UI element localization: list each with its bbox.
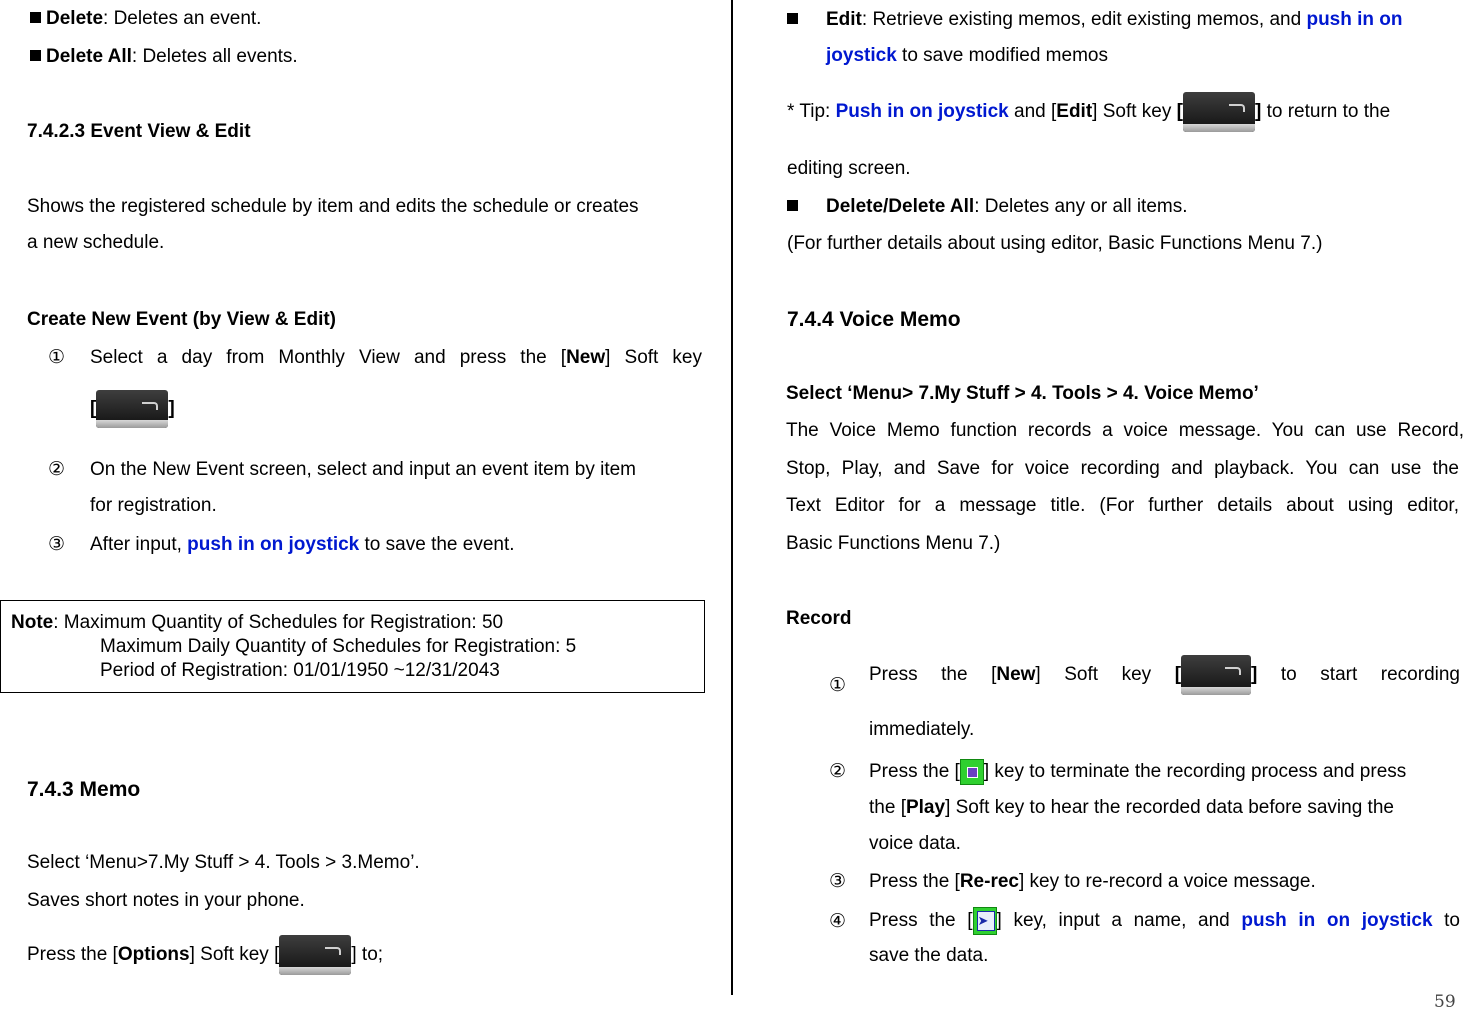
vm-desc-line-1: The Voice Memo function records a voice message. You can use Record,	[786, 420, 1464, 441]
step-3-number: ③	[48, 534, 66, 555]
memo-select-path: Select ‘Menu>7.My Stuff > 4. Tools > 3.Memo’.	[27, 852, 420, 873]
intro-line-2: a new schedule.	[27, 232, 165, 253]
heading-create-new-event: Create New Event (by View & Edit)	[27, 309, 337, 330]
edit-line-1: Edit: Retrieve existing memos, edit existing memos, and push in on	[826, 9, 1403, 30]
note-line-3: Period of Registration: 01/01/1950 ~12/31/2043	[100, 660, 500, 681]
step-2-line-2: for registration.	[90, 495, 217, 516]
new-soft-key-icon	[1181, 655, 1251, 695]
options-soft-key-icon	[279, 935, 351, 975]
record-step-2-line-2: the [Play] Soft key to hear the recorded data before saving the	[869, 797, 1394, 818]
memo-options-line: Press the [Options] Soft key [ ] to;	[27, 934, 383, 976]
column-divider	[731, 0, 733, 995]
vm-desc-line-2: Stop, Play, and Save for voice recording and playback. You can use the	[786, 458, 1459, 479]
record-step-1-line: Press the [New] Soft key [ ] to start recording	[869, 653, 1460, 697]
record-step-3-number: ③	[829, 871, 847, 892]
delete-all-item: Delete All: Deletes all events.	[30, 47, 298, 66]
step-1-line: Select a day from Monthly View and press the [New] Soft key	[90, 347, 702, 368]
edit-bullet	[787, 10, 803, 29]
record-step-2-line-1: Press the [ ] key to terminate the recording process and press	[869, 754, 1406, 790]
save-key-icon	[973, 907, 997, 935]
record-step-2-line-3: voice data.	[869, 833, 961, 854]
note-line-1: Note: Maximum Quantity of Schedules for Registration: 50	[11, 612, 504, 633]
step-2-number: ②	[48, 459, 66, 480]
square-bullet-icon	[787, 13, 798, 24]
heading-voice-memo: 7.4.4 Voice Memo	[787, 308, 961, 331]
stop-key-icon	[960, 759, 984, 785]
record-step-3-line: Press the [Re-rec] key to re-record a voice message.	[869, 871, 1316, 892]
step-1-number: ①	[48, 347, 66, 368]
edit-line-2: joystick to save modified memos	[826, 45, 1108, 66]
heading-memo: 7.4.3 Memo	[27, 778, 141, 801]
square-bullet-icon	[787, 200, 798, 211]
heading-record: Record	[786, 608, 852, 629]
record-step-1-number: ①	[829, 675, 847, 696]
square-bullet-icon	[30, 50, 41, 61]
page-number: 59	[1434, 992, 1456, 1012]
edit-soft-key-icon	[1183, 92, 1255, 132]
vm-desc-line-3: Text Editor for a message title. (For further details about using editor,	[786, 495, 1459, 516]
square-bullet-icon	[30, 12, 41, 23]
record-step-1-line-2: immediately.	[869, 719, 975, 740]
editor-reference: (For further details about using editor, Basic Functions Menu 7.)	[787, 233, 1323, 254]
note-line-2: Maximum Daily Quantity of Schedules for Registration: 5	[100, 636, 577, 657]
step-3-line: After input, push in on joystick to save the event.	[90, 534, 515, 555]
soft-key-icon	[96, 390, 168, 428]
record-step-4-line-2: save the data.	[869, 945, 989, 966]
record-step-2-number: ②	[829, 761, 847, 782]
delete-bullet	[787, 197, 803, 216]
step-2-line-1: On the New Event screen, select and input an event item by item	[90, 459, 637, 480]
delete-delete-all-item: Delete/Delete All: Deletes any or all items.	[826, 196, 1188, 217]
memo-saves: Saves short notes in your phone.	[27, 890, 305, 911]
heading-event-view-edit: 7.4.2.3 Event View & Edit	[27, 121, 251, 142]
delete-item: Delete: Deletes an event.	[30, 9, 261, 28]
voice-memo-select-path: Select ‘Menu> 7.My Stuff > 4. Tools > 4. Voice Memo’	[786, 383, 1259, 404]
step-1-soft-key: [ ]	[90, 390, 175, 428]
tip-line-2: editing screen.	[787, 158, 911, 179]
record-step-4-line-1: Press the [➤ ] key, input a name, and push in on joystick to	[869, 903, 1460, 939]
record-step-4-number: ④	[829, 911, 847, 932]
tip-line-1: * Tip: Push in on joystick and [Edit] Soft key [ ] to return to the	[787, 90, 1460, 134]
intro-line-1: Shows the registered schedule by item and edits the schedule or creates	[27, 196, 639, 217]
vm-desc-line-4: Basic Functions Menu 7.)	[786, 533, 1001, 554]
